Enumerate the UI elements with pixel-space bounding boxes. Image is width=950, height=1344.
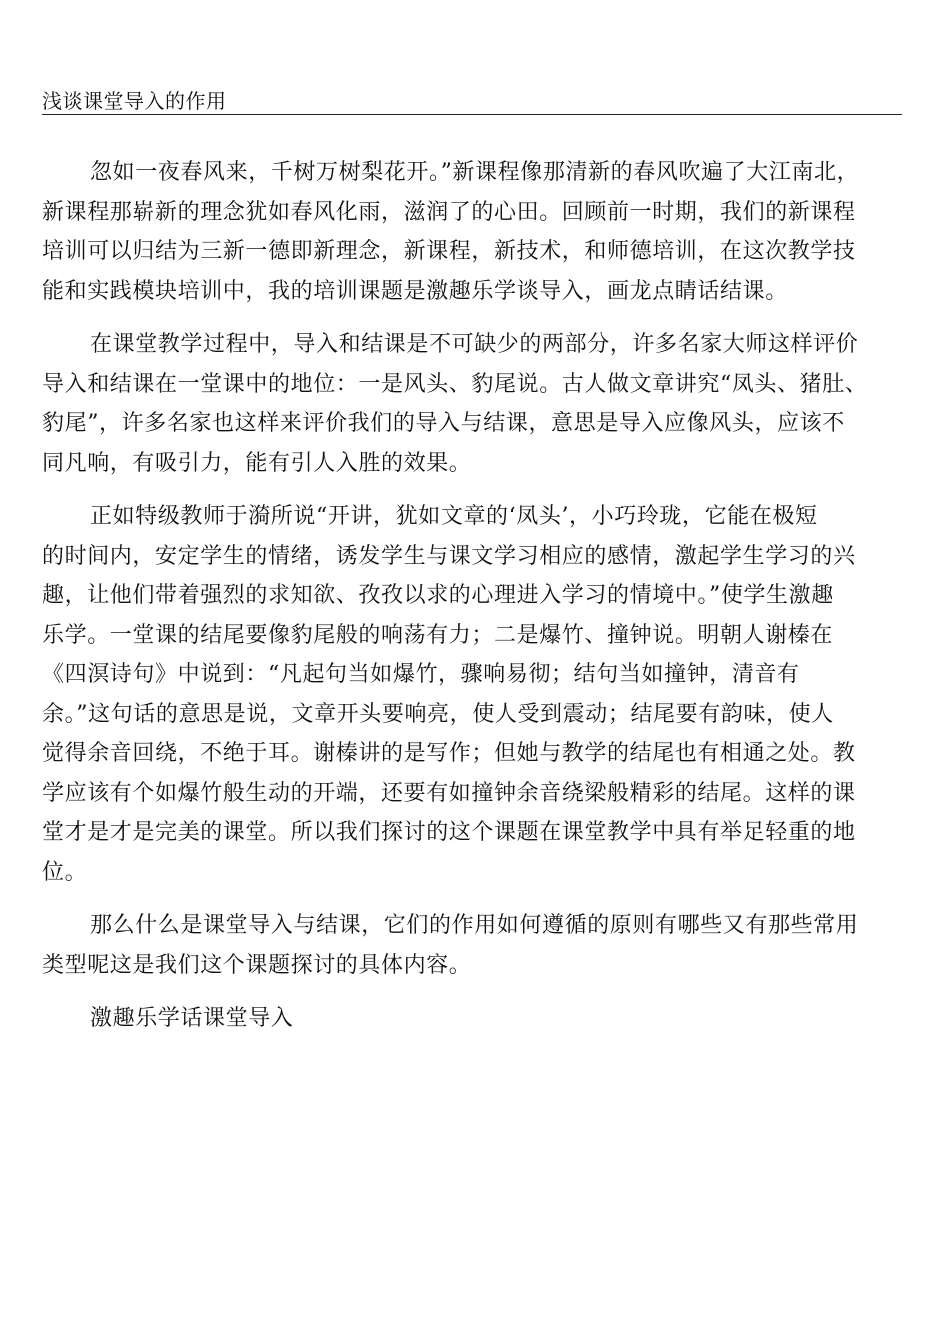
text-line: 新课程那崭新的理念犹如春风化雨，滋润了的心田。回顾前一时期，我们的新课程 (42, 199, 856, 225)
paragraph (42, 497, 902, 892)
text-line: 趣，让他们带着强烈的求知欲、孜孜以求的心理进入学习的情境中。”使学生激趣 (42, 583, 834, 608)
paragraph-gap (42, 985, 902, 999)
paragraph (42, 906, 902, 985)
paragraph-gap (42, 483, 902, 497)
text-line: 导入和结课在一堂课中的地位：一是风头、豹尾说。古人做文章讲究“凤头、猪肚、 (42, 371, 868, 397)
paragraph (42, 325, 902, 483)
paragraph-gap (42, 311, 902, 325)
text-line: 乐学。一堂课的结尾要像豹尾般的响荡有力；二是爆竹、撞钟说。明朝人谢榛在 (42, 622, 834, 648)
text-line: 学应该有个如爆竹般生动的开端，还要有如撞钟余音绕梁般精彩的结尾。这样的课 (42, 780, 856, 806)
text-line: 培训可以归结为三新一德即新理念，新课程，新技术，和师德培训，在这次教学技 (42, 239, 856, 264)
page-title: 浅谈课堂导入的作用 (42, 89, 227, 113)
text-line: 类型呢这是我们这个课题探讨的具体内容。 (42, 952, 472, 978)
text-line: 觉得余音回绕，不绝于耳。谢榛讲的是写作；但她与教学的结尾也有相通之处。教 (42, 741, 856, 766)
page-header (42, 88, 902, 115)
document-body (42, 153, 902, 1039)
text-line: 那么什么是课堂导入与结课，它们的作用如何遵循的原则有哪些又有那些常用 (90, 913, 859, 938)
paragraph-gap (42, 892, 902, 906)
text-line: 能和实践模块培训中，我的培训课题是激趣乐学谈导入，画龙点睛话结课。 (42, 278, 788, 304)
text-line: 位。 (42, 859, 88, 885)
text-line: 正如特级教师于漪所说“开讲，犹如文章的‘凤头’，小巧玲珑，它能在极短 (90, 504, 818, 529)
section-heading-text: 激趣乐学话课堂导入 (90, 1006, 294, 1031)
section-heading (42, 999, 902, 1039)
text-line: 的时间内，安定学生的情绪，诱发学生与课文学习相应的感情，激起学生学习的兴 (42, 543, 856, 569)
text-line: 余。”这句话的意思是说，文章开头要响亮，使人受到震动；结尾要有韵味，使人 (42, 701, 834, 727)
text-line: 《四溟诗句》中说到：“凡起句当如爆竹，骤响易彻；结句当如撞钟，清音有 (42, 662, 800, 687)
text-line: 堂才是才是完美的课堂。所以我们探讨的这个课题在课堂教学中具有举足轻重的地 (42, 820, 856, 845)
text-line: 忽如一夜春风来，千树万树梨花开。”新课程像那清新的春风吹遍了大江南北， (90, 160, 860, 185)
text-line: 在课堂教学过程中，导入和结课是不可缺少的两部分，许多名家大师这样评价 (90, 332, 859, 357)
text-line: 豹尾”，许多名家也这样来评价我们的导入与结课，意思是导入应像风头，应该不 (42, 411, 845, 436)
paragraph (42, 153, 902, 311)
text-line: 同凡响，有吸引力，能有引人入胜的效果。 (42, 450, 472, 476)
